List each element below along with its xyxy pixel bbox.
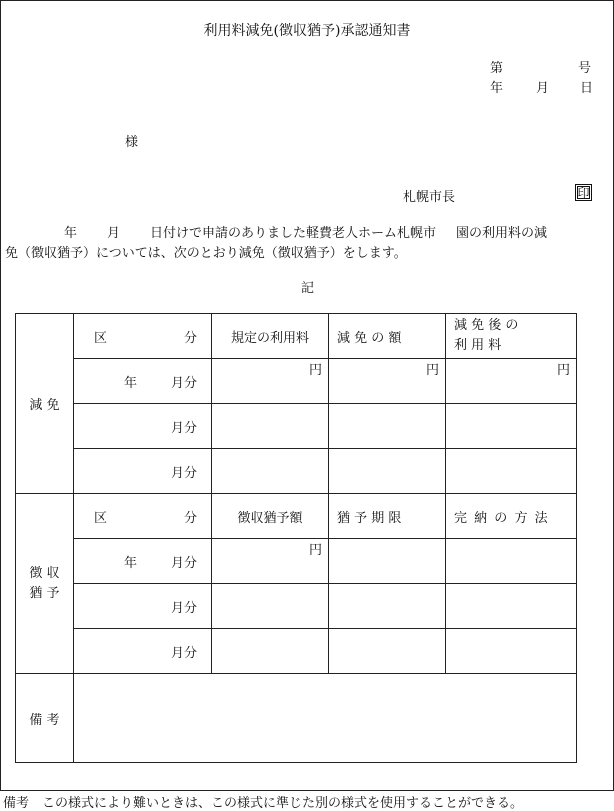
choshu-header-row [16,494,577,539]
choshu-col2-header: 猶 予 期 限 [329,494,446,539]
choshu-section-label: 徴 収 猶 予 [16,494,74,674]
genmen-row-1-c3[interactable]: 円 [446,359,577,404]
choshu-row-1-c2[interactable] [329,539,446,584]
body-month: 月 [107,226,121,241]
genmen-row-3-c1[interactable] [212,449,329,494]
genmen-row-3-c2[interactable] [329,449,446,494]
main-table [15,313,577,763]
body-text-2: 園の利用料の減 [456,226,548,241]
choshu-row-1-c1[interactable]: 円 [212,539,329,584]
choshu-row-2-c3[interactable] [446,584,577,629]
choshu-row-3-c1[interactable] [212,629,329,674]
choshu-row-2-c2[interactable] [329,584,446,629]
biko-field[interactable] [74,674,577,763]
genmen-row-2-c3[interactable] [446,404,577,449]
choshu-row-1: 年 月分 円 [16,539,577,584]
genmen-row-3-c3[interactable] [446,449,577,494]
date-year: 年 [490,81,504,96]
genmen-row-1-c2[interactable]: 円 [329,359,446,404]
genmen-section-label: 減 免 [16,314,74,494]
genmen-header-row [16,314,577,359]
number-go: 号 [578,61,592,76]
body-line-1 [64,222,547,241]
genmen-row-2-c2[interactable] [329,404,446,449]
choshu-row-1-c3[interactable] [446,539,577,584]
footer-note: 備考 この様式により難いときは、この様式に準じた別の様式を使用することができる。 [3,796,524,811]
choshu-kubun-header: 区 分 [74,494,212,539]
choshu-row-3-c2[interactable] [329,629,446,674]
number-dai: 第 [490,61,504,76]
genmen-row-2-c1[interactable] [212,404,329,449]
body-text-1: 日付けで申請のありました軽費老人ホーム札幌市 [150,226,437,241]
document-title: 利用料減免(徴収猶予)承認通知書 [203,23,411,39]
genmen-row-1: 年 月分 円 円 円 [16,359,577,404]
choshu-row-2: 月分 [16,584,577,629]
genmen-row-1-c1[interactable]: 円 [212,359,329,404]
genmen-kubun-header: 区 分 [74,314,212,359]
seal-mark: 印 [575,184,592,201]
addressee-suffix: 様 [125,135,139,150]
choshu-row-3-c3[interactable] [446,629,577,674]
genmen-col1-header: 規定の利用料 [212,314,329,359]
genmen-col3-header: 減 免 後 の 利 用 料 [446,314,577,359]
genmen-col2-header: 減 免 の 額 [329,314,446,359]
issuer: 札幌市長 [403,190,456,205]
genmen-row-3: 月分 [16,449,577,494]
biko-row [16,674,577,763]
date-day: 日 [580,81,594,96]
choshu-col1-header: 徴収猶予額 [212,494,329,539]
choshu-row-3: 月分 [16,629,577,674]
biko-label: 備 考 [16,674,74,763]
choshu-row-2-c1[interactable] [212,584,329,629]
choshu-col3-header: 完納の方法 [446,494,577,539]
ki-label: 記 [301,281,315,296]
date-month: 月 [536,81,550,96]
body-line-2: 免（徴収猶予）については、次のとおり減免（徴収猶予）をします。 [5,246,407,261]
body-year: 年 [64,226,78,241]
genmen-row-2: 月分 [16,404,577,449]
